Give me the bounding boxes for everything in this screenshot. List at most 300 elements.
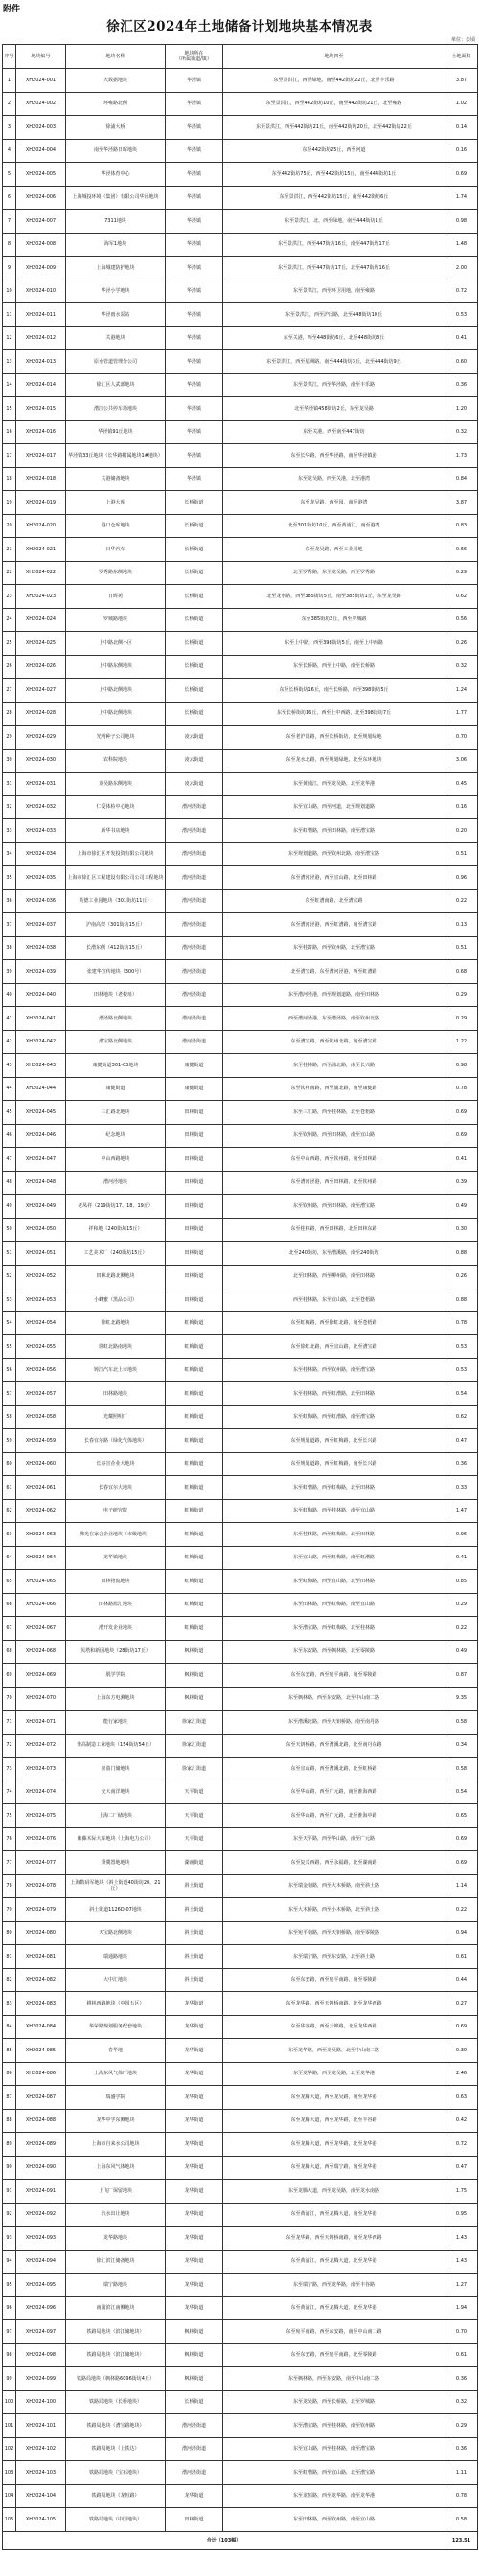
parcel-district: 田林街道	[166, 1242, 223, 1266]
row-index: 5	[3, 163, 16, 187]
parcel-name: 上海市徐汇区开发投资有限公司地块	[66, 842, 166, 866]
row-index: 26	[3, 655, 16, 679]
parcel-name: 漕江公共停车场地块	[66, 397, 166, 421]
parcel-area: 3.87	[445, 491, 478, 515]
table-row	[3, 1124, 478, 1148]
row-index: 61	[3, 1476, 16, 1500]
table-row	[3, 1265, 478, 1288]
parcel-code: XH2024-017	[16, 444, 66, 468]
parcel-boundary: 东至龙华路，西至龙吴路，北至中山南二路	[223, 2039, 445, 2063]
table-row	[3, 1101, 478, 1125]
parcel-district: 长桥街道	[166, 2390, 223, 2414]
table-row	[3, 1711, 478, 1735]
table-row	[3, 2367, 478, 2391]
row-index: 37	[3, 913, 16, 937]
parcel-area: 0.30	[445, 1218, 478, 1242]
parcel-boundary: 东至宜山路，西至桂林路，南至漕宝路	[223, 2437, 445, 2461]
parcel-boundary: 东至漕河泾港，西至田林路，北至钦州路	[223, 1171, 445, 1195]
parcel-boundary: 北至华泾镇458街坊2丘，东至龙吴路	[223, 397, 445, 421]
parcel-area: 0.61	[445, 1945, 478, 1969]
row-index: 42	[3, 1030, 16, 1054]
parcel-area: 0.94	[445, 1921, 478, 1945]
parcel-name: 田林地块（老校址）	[66, 983, 166, 1007]
parcel-name: 天宝路北侧地块	[66, 1921, 166, 1945]
parcel-area: 0.36	[445, 373, 478, 397]
parcel-area: 0.27	[445, 1992, 478, 2016]
parcel-boundary: 东至钦州南路，西至浦北路，南至康健路	[223, 1077, 445, 1101]
parcel-area: 0.54	[445, 1781, 478, 1804]
parcel-name: 南至华泾路日晖地块	[66, 139, 166, 163]
parcel-boundary: 北至龙水路，西至385街坊5丘，南至385街坊1丘，东至龙吴路	[223, 585, 445, 609]
parcel-boundary: 东至景洪江，西至沪闵路，北至448街坊10丘	[223, 303, 445, 327]
table-row	[3, 2296, 478, 2320]
parcel-code: XH2024-098	[16, 2343, 66, 2367]
parcel-name: 上海东风气体地块	[66, 2156, 166, 2180]
parcel-boundary: 东至景洪江，西至星洲路，南至444街坊3丘，北至444街坊9丘	[223, 350, 445, 374]
parcel-name: 能行家地块	[66, 1711, 166, 1735]
parcel-boundary: 东至龙吴路，西至工业用地	[223, 538, 445, 562]
parcel-area: 2.00	[445, 257, 478, 280]
parcel-district: 华泾镇	[166, 373, 223, 397]
table-row	[3, 538, 478, 562]
parcel-district: 龙华街道	[166, 2484, 223, 2508]
parcel-code: XH2024-059	[16, 1429, 66, 1453]
parcel-area: 0.63	[445, 2086, 478, 2110]
parcel-name: 徐虹北路南地块	[66, 1335, 166, 1359]
parcel-district: 华泾镇	[166, 280, 223, 303]
row-index: 36	[3, 889, 16, 913]
parcel-district: 虹梅街道	[166, 1476, 223, 1500]
parcel-area: 0.69	[445, 2015, 478, 2039]
table-row	[3, 373, 478, 397]
parcel-code: XH2024-088	[16, 2109, 66, 2133]
row-index: 44	[3, 1077, 16, 1101]
table-row	[3, 2039, 478, 2063]
table-row	[3, 819, 478, 843]
row-index: 93	[3, 2227, 16, 2251]
table-row	[3, 1007, 478, 1031]
table-row	[3, 773, 478, 796]
header-name: 地块名称	[66, 45, 166, 69]
parcel-area: 0.29	[445, 1007, 478, 1031]
parcel-area: 0.13	[445, 913, 478, 937]
parcel-boundary: 东至景洪江，北、西至绿地，南至444街坊1丘	[223, 210, 445, 234]
parcel-name: 铁路局地块（中国地块）	[66, 2508, 166, 2532]
row-index: 47	[3, 1148, 16, 1172]
parcel-boundary: 东至瑞宁路，西至东安路，北至斜土路	[223, 1945, 445, 1969]
parcel-name: 田林路地块	[66, 1382, 166, 1406]
parcel-code: XH2024-001	[16, 69, 66, 93]
parcel-area: 0.78	[445, 1077, 478, 1101]
table-row	[3, 1921, 478, 1945]
parcel-code: XH2024-067	[16, 1617, 66, 1641]
parcel-area: 0.98	[445, 210, 478, 234]
parcel-code: XH2024-054	[16, 1311, 66, 1335]
row-index: 88	[3, 2109, 16, 2133]
parcel-code: XH2024-009	[16, 257, 66, 280]
parcel-code: XH2024-074	[16, 1781, 66, 1804]
parcel-district: 虹梅街道	[166, 1358, 223, 1382]
parcel-code: XH2024-078	[16, 1874, 66, 1898]
parcel-area: 0.22	[445, 1617, 478, 1641]
parcel-district: 漕河泾街道	[166, 983, 223, 1007]
parcel-boundary: 东至老沪闵路，西至长桥街坊，北至规划绿地	[223, 726, 445, 750]
parcel-boundary: 东至关港，西至448街坊6丘，北至448街坊8丘	[223, 326, 445, 350]
parcel-code: XH2024-102	[16, 2437, 66, 2461]
parcel-name: 佛光在家合企业地块（市级地块）	[66, 1523, 166, 1547]
parcel-district: 长桥街道	[166, 514, 223, 538]
row-index: 18	[3, 467, 16, 491]
parcel-boundary: 东至田林路，西至虹梅路，南至宜山路	[223, 1593, 445, 1617]
unit-note: 单位：公顷	[450, 37, 475, 43]
parcel-code: XH2024-023	[16, 585, 66, 609]
parcel-name: 徐汇滨江储备地块	[66, 2250, 166, 2274]
parcel-code: XH2024-076	[16, 1827, 66, 1851]
row-index: 87	[3, 2086, 16, 2110]
table-row	[3, 233, 478, 257]
table-row	[3, 491, 478, 515]
parcel-code: XH2024-082	[16, 1968, 66, 1992]
parcel-boundary: 东至钦州路，西至田林路，南至漕宝路	[223, 1195, 445, 1219]
parcel-name: 漕河泾地块	[66, 1171, 166, 1195]
parcel-boundary: 东至黄浦江，西至龙腾大道，南至龙华港	[223, 2203, 445, 2227]
parcel-area: 0.69	[445, 1101, 478, 1125]
row-index: 50	[3, 1218, 16, 1242]
parcel-code: XH2024-011	[16, 303, 66, 327]
parcel-boundary: 东至黄浦江，西至龙腾大道，北至龙华港	[223, 2250, 445, 2274]
table-row	[3, 1546, 478, 1570]
table-row	[3, 585, 478, 609]
parcel-code: XH2024-092	[16, 2203, 66, 2227]
row-index: 54	[3, 1311, 16, 1335]
parcel-area: 0.58	[445, 1758, 478, 1781]
parcel-code: XH2024-105	[16, 2508, 66, 2532]
parcel-code: XH2024-037	[16, 913, 66, 937]
parcel-boundary: 东至枫林路，西至东安路，北至中山南二路	[223, 1687, 445, 1711]
parcel-area: 0.29	[445, 1593, 478, 1617]
parcel-code: XH2024-010	[16, 280, 66, 303]
parcel-boundary: 东至三汇路，西至桂林路，北至苍梧路	[223, 1101, 445, 1125]
parcel-area: 0.39	[445, 1171, 478, 1195]
parcel-code: XH2024-053	[16, 1288, 66, 1312]
parcel-area: 0.16	[445, 139, 478, 163]
parcel-district: 田林街道	[166, 1288, 223, 1312]
parcel-area: 0.33	[445, 1476, 478, 1500]
parcel-area: 0.69	[445, 1851, 478, 1875]
parcel-area: 0.29	[445, 2414, 478, 2438]
parcel-name: 大数据地块	[66, 69, 166, 93]
table-row	[3, 983, 478, 1007]
parcel-district: 长桥街道	[166, 702, 223, 726]
parcel-code: XH2024-051	[16, 1242, 66, 1266]
table-row	[3, 842, 478, 866]
parcel-area: 0.30	[445, 2039, 478, 2063]
parcel-code: XH2024-045	[16, 1101, 66, 1125]
parcel-district: 田林街道	[166, 1124, 223, 1148]
row-index: 13	[3, 350, 16, 374]
row-index: 29	[3, 726, 16, 750]
parcel-boundary: 西至桂林路，东至宜山路，北至苍梧路	[223, 1288, 445, 1312]
parcel-boundary: 东至黄浦江，西至龙吴路，北至龙华港	[223, 773, 445, 796]
parcel-district: 长桥街道	[166, 679, 223, 703]
table-row	[3, 866, 478, 890]
parcel-boundary: 东至虹梅路，西至宜山路，北至田林路	[223, 1570, 445, 1594]
parcel-area: 0.88	[445, 1288, 478, 1312]
parcel-name: 铁路局地块（漕宝路地块）	[66, 2414, 166, 2438]
parcel-boundary: 东至漕宝路，西至钦州北路，南至漕宝路	[223, 1030, 445, 1054]
parcel-code: XH2024-068	[16, 1640, 66, 1664]
row-index: 72	[3, 1734, 16, 1758]
parcel-district: 枫林街道	[166, 1664, 223, 1688]
parcel-code: XH2024-055	[16, 1335, 66, 1359]
parcel-code: XH2024-013	[16, 350, 66, 374]
table-body	[3, 69, 478, 2532]
parcel-boundary: 东至黄浦江，西至龙腾大道，北至龙华港	[223, 2296, 445, 2320]
parcel-area: 1.47	[445, 1499, 478, 1523]
table-row	[3, 2156, 478, 2180]
parcel-name: 祥和地（240街坊15丘）	[66, 1218, 166, 1242]
parcel-district: 漕河泾街道	[166, 913, 223, 937]
table-row	[3, 397, 478, 421]
row-index: 51	[3, 1242, 16, 1266]
parcel-code: XH2024-095	[16, 2274, 66, 2297]
table-row	[3, 2180, 478, 2204]
parcel-area: 1.22	[445, 1030, 478, 1054]
parcel-name: 铁路局地块（上铁达）	[66, 2437, 166, 2461]
parcel-area: 0.61	[445, 2343, 478, 2367]
parcel-code: XH2024-004	[16, 139, 66, 163]
parcel-boundary: 东至景洪江，西至442街坊10丘，南至442街坊21丘，北至雍路	[223, 92, 445, 116]
parcel-name: 长漕东侧（412街坊15丘）	[66, 936, 166, 960]
parcel-code: XH2024-036	[16, 889, 66, 913]
table-row	[3, 1335, 478, 1359]
parcel-boundary: 东至瑞宁路，西至龙华路，南至丰谷路	[223, 2274, 445, 2297]
parcel-name: 斜土街道1126D-07地块	[66, 1898, 166, 1922]
row-index: 14	[3, 373, 16, 397]
parcel-boundary: 东至规划道路，西至钦州北路，南至漕宝路	[223, 842, 445, 866]
row-index: 55	[3, 1335, 16, 1359]
header-area: 土地面积	[445, 45, 478, 69]
parcel-boundary: 东至桂林路，西至虹漕路，北至田林路	[223, 1382, 445, 1406]
parcel-boundary: 东至桂林路，西至钦州路，南至漕宝路	[223, 1358, 445, 1382]
table-row	[3, 936, 478, 960]
parcel-district: 华泾镇	[166, 257, 223, 280]
parcel-code: XH2024-086	[16, 2062, 66, 2086]
parcel-name: 原水管道管理分公司	[66, 350, 166, 374]
parcel-area: 0.96	[445, 1523, 478, 1547]
parcel-district: 虹梅街道	[166, 1405, 223, 1429]
parcel-boundary: 东至漕宝路，西至桂林路，南至钦州路	[223, 2414, 445, 2438]
row-index: 76	[3, 1827, 16, 1851]
parcel-district: 虹梅街道	[166, 1617, 223, 1641]
parcel-area: 1.20	[445, 397, 478, 421]
row-index: 43	[3, 1054, 16, 1078]
parcel-district: 田林街道	[166, 1171, 223, 1195]
table-row	[3, 303, 478, 327]
table-footer-row	[3, 2531, 478, 2549]
parcel-boundary: 西至漕河泾港，东至漕泾路，南至钦州北路	[223, 1007, 445, 1031]
parcel-code: XH2024-091	[16, 2180, 66, 2204]
table-row	[3, 1195, 478, 1219]
parcel-district: 龙华街道	[166, 2109, 223, 2133]
parcel-code: XH2024-066	[16, 1593, 66, 1617]
parcel-boundary: 东至龙华路，西至天钥桥南路，南至龙华西路	[223, 2227, 445, 2251]
parcel-area: 0.47	[445, 1429, 478, 1453]
row-index: 97	[3, 2320, 16, 2344]
parcel-name: 张建华宣传地块（300号）	[66, 960, 166, 984]
attachment-label: 附件	[3, 5, 21, 14]
parcel-name: 田林物流地块	[66, 1570, 166, 1594]
parcel-code: XH2024-089	[16, 2133, 66, 2157]
table-row	[3, 2461, 478, 2485]
parcel-district: 凌云街道	[166, 773, 223, 796]
parcel-district: 田林街道	[166, 1195, 223, 1219]
table-row	[3, 350, 478, 374]
parcel-boundary: 东至宛平南路，西至天钥桥路，南至零陵路	[223, 1921, 445, 1945]
parcel-name: 交大南洋地块	[66, 1781, 166, 1804]
parcel-name: 上港大库	[66, 491, 166, 515]
table-row	[3, 257, 478, 280]
parcel-name: 上中路北侧地块	[66, 702, 166, 726]
parcel-district: 漕河泾街道	[166, 819, 223, 843]
parcel-district: 凌云街道	[166, 726, 223, 750]
row-index: 64	[3, 1546, 16, 1570]
table-row	[3, 2508, 478, 2532]
parcel-area: 2.46	[445, 2062, 478, 2086]
parcel-boundary: 东至华山路，西至广元路，南至淮海西路	[223, 1781, 445, 1804]
parcel-code: XH2024-002	[16, 92, 66, 116]
parcel-code: XH2024-028	[16, 702, 66, 726]
parcel-district: 天平街道	[166, 1804, 223, 1828]
row-index: 78	[3, 1874, 16, 1898]
table-row	[3, 1804, 478, 1828]
table-row	[3, 139, 478, 163]
parcel-name: 光耀照明厂	[66, 1405, 166, 1429]
parcel-code: XH2024-093	[16, 2227, 66, 2251]
parcel-name: 华泾雨水泵站	[66, 303, 166, 327]
parcel-district: 虹梅街道	[166, 1335, 223, 1359]
row-index: 34	[3, 842, 16, 866]
row-index: 33	[3, 819, 16, 843]
row-index: 39	[3, 960, 16, 984]
parcel-area: 0.60	[445, 350, 478, 374]
parcel-district: 徐家汇街道	[166, 1734, 223, 1758]
table-row	[3, 608, 478, 632]
table-row	[3, 1898, 478, 1922]
parcel-district: 长桥街道	[166, 491, 223, 515]
row-index: 41	[3, 1007, 16, 1031]
parcel-district: 龙华街道	[166, 2156, 223, 2180]
parcel-name: 上中路东侧地块	[66, 655, 166, 679]
parcel-area: 0.69	[445, 1124, 478, 1148]
table-row	[3, 1171, 478, 1195]
parcel-district: 龙华街道	[166, 2296, 223, 2320]
parcel-name: 上海二厂储地块	[66, 1804, 166, 1828]
parcel-name: 瑞通路地块	[66, 1945, 166, 1969]
parcel-name: 龙华中学东侧地块	[66, 2109, 166, 2133]
parcel-area: 0.47	[445, 2156, 478, 2180]
parcel-boundary: 北至漕宝路，东至漕河泾港，西至虹漕路	[223, 960, 445, 984]
parcel-area: 0.41	[445, 1546, 478, 1570]
parcel-area: 0.29	[445, 983, 478, 1007]
parcel-code: XH2024-030	[16, 749, 66, 773]
parcel-boundary: 东至442街坊75丘，西至442街坊15丘，南至444街坊1丘	[223, 163, 445, 187]
parcel-district: 枫林街道	[166, 2320, 223, 2344]
row-index: 17	[3, 444, 16, 468]
row-index: 66	[3, 1593, 16, 1617]
table-row	[3, 1827, 478, 1851]
parcel-name: 康健街道301-03地块	[66, 1054, 166, 1078]
row-index: 101	[3, 2414, 16, 2438]
parcel-code: XH2024-007	[16, 210, 66, 234]
parcel-area: 9.35	[445, 1687, 478, 1711]
parcel-area: 0.88	[445, 1242, 478, 1266]
parcel-district: 漕河泾街道	[166, 1030, 223, 1054]
row-index: 22	[3, 561, 16, 585]
parcel-name: 汽水出让地块	[66, 2203, 166, 2227]
parcel-boundary: 东至长桥路，西至上中路，南至长桥路	[223, 655, 445, 679]
parcel-code: XH2024-099	[16, 2367, 66, 2391]
parcel-name: 日晖苑	[66, 585, 166, 609]
parcel-name: 铁路局地块（龙恒路）	[66, 2484, 166, 2508]
parcel-boundary: 东至龙腾大道，西至瑞宁路，南至龙华港	[223, 2156, 445, 2180]
parcel-boundary: 东至虹漕路，西至宜山路，北至漕宝路	[223, 2461, 445, 2485]
parcel-area: 0.36	[445, 1452, 478, 1476]
parcel-district: 长桥街道	[166, 585, 223, 609]
parcel-name: 沪南高架（301街坊15丘）	[66, 913, 166, 937]
parcel-name: 铁路局地块（宝石地块）	[66, 2461, 166, 2485]
table-row	[3, 2109, 478, 2133]
row-index: 84	[3, 2015, 16, 2039]
table-row	[3, 2274, 478, 2297]
row-index: 96	[3, 2296, 16, 2320]
row-index: 8	[3, 233, 16, 257]
parcel-name: 新华书店地块	[66, 819, 166, 843]
parcel-district: 虹梅街道	[166, 1523, 223, 1547]
table-row	[3, 2133, 478, 2157]
parcel-name: 瑞宁路地块	[66, 2274, 166, 2297]
parcel-boundary: 东至虹漕路，西至田林路，南至漕宝路	[223, 819, 445, 843]
parcel-name: 长春宣企业大地块	[66, 1452, 166, 1476]
parcel-area: 0.66	[445, 538, 478, 562]
parcel-code: XH2024-035	[16, 866, 66, 890]
parcel-code: XH2024-049	[16, 1195, 66, 1219]
parcel-area: 0.20	[445, 819, 478, 843]
parcel-name: 7311地块	[66, 210, 166, 234]
parcel-boundary: 东至瑞金南路，西至大木桥路，南至斜土路	[223, 1874, 445, 1898]
parcel-district: 凌云街道	[166, 749, 223, 773]
row-index: 83	[3, 1992, 16, 2016]
row-index: 10	[3, 280, 16, 303]
parcel-code: XH2024-073	[16, 1758, 66, 1781]
parcel-boundary: 东至东安路，西至宛平南路，南至零陵路	[223, 1968, 445, 1992]
parcel-boundary: 北至240街坊，东至漕溪路，南至240街坊	[223, 1242, 445, 1266]
row-index: 21	[3, 538, 16, 562]
parcel-district: 虹梅街道	[166, 1452, 223, 1476]
parcel-district: 虹梅街道	[166, 1311, 223, 1335]
parcel-code: XH2024-008	[16, 233, 66, 257]
row-index: 90	[3, 2156, 16, 2180]
parcel-boundary: 东至虹漕路，西至虹梅路，北至田林路	[223, 1476, 445, 1500]
parcel-name: 英德工业园地块（301街坊11丘）	[66, 889, 166, 913]
row-index: 16	[3, 420, 16, 444]
parcel-boundary: 东至385街坊2丘，西至罗城路	[223, 608, 445, 632]
parcel-code: XH2024-044	[16, 1077, 66, 1101]
parcel-area: 0.68	[445, 960, 478, 984]
parcel-area: 0.54	[445, 1382, 478, 1406]
parcel-code: XH2024-069	[16, 1664, 66, 1688]
table-row	[3, 1218, 478, 1242]
